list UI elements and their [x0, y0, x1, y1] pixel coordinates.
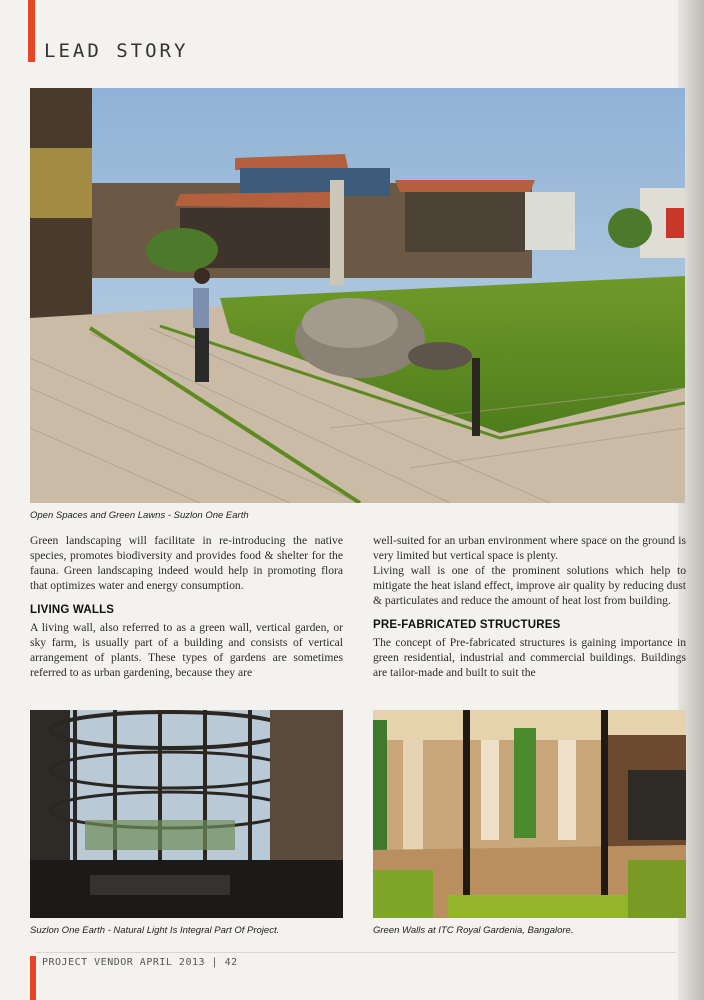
paragraph-heat-island: Living wall is one of the prominent solutions which help to mitigate the heat island effect, improve air quality by reducing dust & particulates and reduce the amount of heat lost from building.	[373, 564, 686, 607]
footer-accent-bar	[30, 956, 36, 1000]
section-label: LEAD STORY	[44, 40, 189, 62]
article-column-right	[373, 533, 686, 680]
paragraph-prefabricated: The concept of Pre-fabricated structures is gaining importance in green residential, industrial and commercial buildings. Buildings are tailor-made and built to suit the	[373, 636, 686, 679]
footer-page-info: PROJECT VENDOR APRIL 2013 | 42	[42, 957, 238, 968]
caption-bottom-left-photo: Suzlon One Earth - Natural Light Is Integral Part Of Project.	[30, 925, 280, 936]
photo-suzlon-natural-light	[30, 710, 343, 918]
paragraph-urban-environment: well-suited for an urban environment where space on the ground is very limited but vertical space is plenty.	[373, 534, 686, 562]
article-column-left	[30, 533, 343, 680]
heading-prefabricated-structures: PRE-FABRICATED STRUCTURES	[373, 619, 561, 631]
caption-bottom-right-photo: Green Walls at ITC Royal Gardenia, Bangalore.	[373, 925, 574, 936]
paragraph-living-walls: A living wall, also referred to as a green wall, vertical garden, or sky farm, is usually part of a building and consists of vertical arrangement of plants. These types of gardens are sometimes referred to as urban gardening, because they are	[30, 621, 343, 679]
heading-living-walls: LIVING WALLS	[30, 604, 115, 616]
glass-atrium-illustration	[30, 710, 343, 918]
section-accent-bar	[28, 0, 35, 62]
caption-top-photo: Open Spaces and Green Lawns - Suzlon One Earth	[30, 510, 249, 521]
hotel-lobby-illustration	[373, 710, 686, 918]
photo-open-spaces-green-lawns	[30, 88, 685, 503]
footer-rule	[36, 952, 676, 953]
photo-itc-green-walls	[373, 710, 686, 918]
campus-lawn-illustration	[30, 88, 685, 503]
paragraph-green-landscaping: Green landscaping will facilitate in re-introducing the native species, promotes biodiversity and provides food & shelter for the fauna. Green landscaping indeed would help in promoting flora that optimizes water and energy consumption.	[30, 534, 343, 592]
